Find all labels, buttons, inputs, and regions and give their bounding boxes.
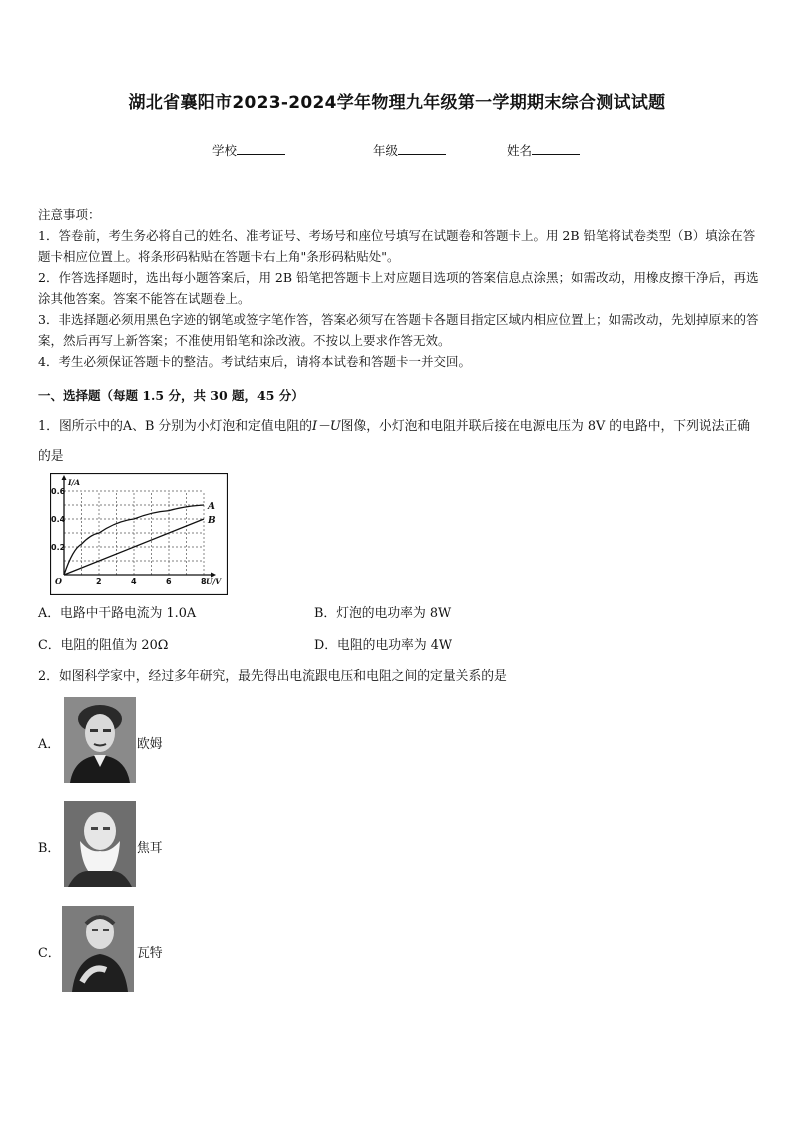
- y-tick-label: 0.6: [51, 487, 66, 496]
- iu-graph: [50, 473, 228, 595]
- x-tick-label: 2: [96, 577, 102, 586]
- grade-label: 年级: [373, 143, 399, 158]
- q2-option-b-label[interactable]: B．: [38, 841, 61, 856]
- q2-option-c-label[interactable]: C．: [38, 946, 61, 961]
- q2-option-c-name: 瓦特: [137, 946, 163, 961]
- note-item: 3．非选择题必须用黑色字迹的钢笔或签字笔作答，答案必须写在答题卡各题目指定区域内相应位置上；如需改动，先划掉原来的答案，然后再写上新答案；不准使用铅笔和涂改液。不按以上要求作答无效。: [38, 312, 759, 348]
- page-title: 湖北省襄阳市2023-2024学年物理九年级第一学期期末综合测试试题: [128, 93, 666, 113]
- q1-option-d[interactable]: D．电阻的电功率为 4W: [314, 638, 452, 653]
- series-label-B: B: [208, 516, 216, 526]
- name-label: 姓名: [507, 143, 533, 158]
- x-tick-label: 4: [131, 577, 137, 586]
- question-1-stem: [38, 412, 760, 472]
- school-label: 学校: [212, 143, 238, 158]
- grade-blank[interactable]: [398, 142, 446, 155]
- grade-field: [373, 141, 446, 159]
- y-tick-label: 0.2: [51, 543, 66, 552]
- q1-option-c[interactable]: C．电阻的阻值为 20Ω: [38, 638, 169, 653]
- watt-portrait-image[interactable]: [62, 906, 134, 992]
- name-blank[interactable]: [532, 142, 580, 155]
- joule-portrait-image[interactable]: [64, 801, 136, 887]
- q1-text-before: 1．图所示中的A、B 分别为小灯泡和定值电阻的: [38, 419, 312, 434]
- q1-text-after: 图像，小灯泡和电阻并联后接在电源电压为 8V 的电路中，下列说法正确的是: [38, 419, 751, 464]
- q2-option-b-name: 焦耳: [137, 841, 163, 856]
- q1-option-a[interactable]: A．电路中干路电流为 1.0A: [38, 606, 197, 621]
- note-item: 4．考生必须保证答题卡的整洁。考试结束后，请将本试卷和答题卡一并交回。: [38, 354, 471, 369]
- name-field: [507, 141, 580, 159]
- school-field: [212, 141, 285, 159]
- x-axis-label: U/V: [206, 577, 222, 586]
- note-item: 1．答卷前，考生务必将自己的姓名、准考证号、考场号和座位号填写在试题卷和答题卡上。用 2B 铅笔将试卷类型（B）填涂在答题卡相应位置上。将条形码粘贴在答题卡右上角"条形码粘贴处"。: [38, 228, 756, 264]
- q1-formula: I－U: [312, 419, 341, 434]
- q1-option-b[interactable]: B．灯泡的电功率为 8W: [314, 606, 452, 621]
- series-label-A: A: [208, 502, 215, 512]
- note-item: 2．作答选择题时，选出每小题答案后，用 2B 铅笔把答题卡上对应题目选项的答案信息点涂黑；如需改动，用橡皮擦干净后，再选涂其他答案。答案不能答在试题卷上。: [38, 270, 759, 306]
- section-heading: 一、选择题（每题 1.5 分，共 30 题，45 分）: [38, 388, 304, 403]
- q2-option-a-label[interactable]: A．: [38, 737, 61, 752]
- question-2-stem: 2．如图科学家中，经过多年研究，最先得出电流跟电压和电阻之间的定量关系的是: [38, 669, 507, 684]
- notes-block: [38, 204, 760, 372]
- y-tick-label: 0.4: [51, 515, 66, 524]
- origin-label: O: [55, 576, 62, 586]
- school-blank[interactable]: [237, 142, 285, 155]
- y-axis-label: I/A: [68, 478, 81, 487]
- x-tick-label: 8: [201, 577, 207, 586]
- ohm-portrait-image[interactable]: [64, 697, 136, 783]
- notes-heading: 注意事项：: [38, 207, 101, 222]
- q2-option-a-name: 欧姆: [137, 737, 163, 752]
- x-tick-label: 6: [166, 577, 172, 586]
